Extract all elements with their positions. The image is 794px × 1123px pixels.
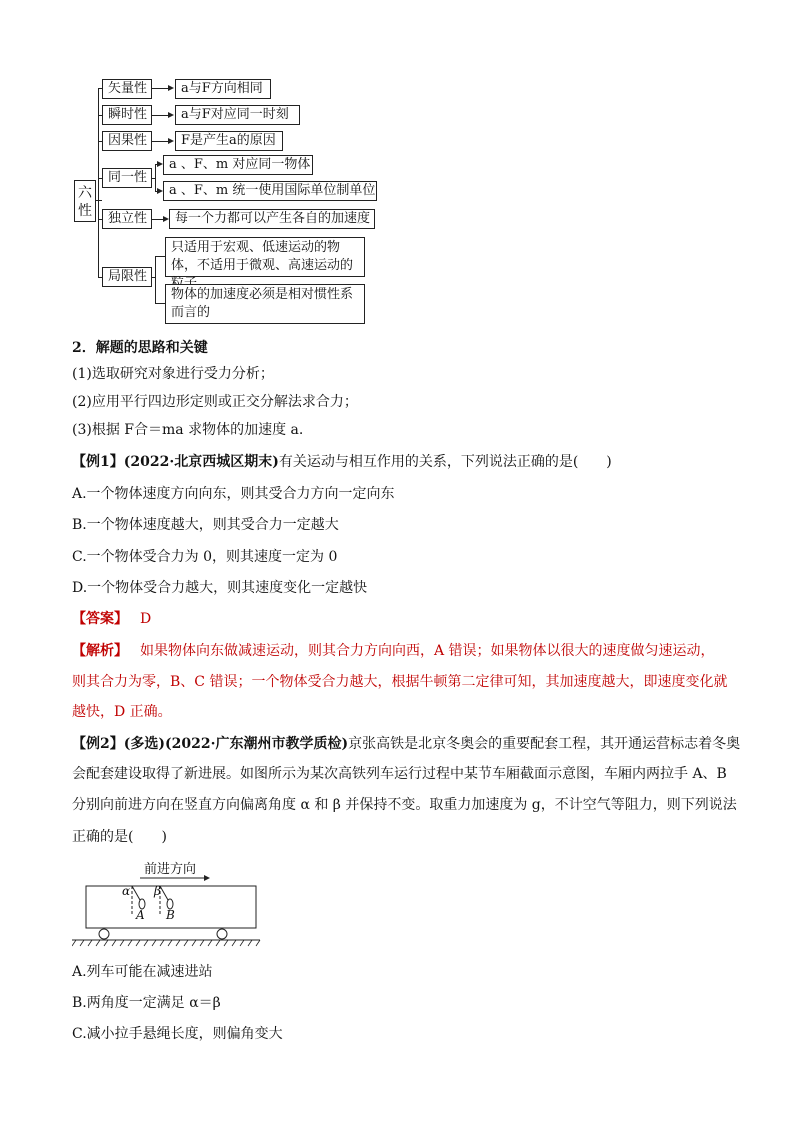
train-drawing xyxy=(72,856,272,948)
example2-line-3: 分别向前进方向在竖直方向偏离角度 α 和 β 并保持不变。取重力加速度为 g，不计空气等阻力，则下列说法 xyxy=(72,797,737,813)
example2-line-2: 会配套建设取得了新进展。如图所示为某次高铁列车运行过程中某节车厢截面示意图，车厢内两拉手 A、B xyxy=(72,766,727,782)
ex2-option-c: C.减小拉手悬绳长度，则偏角变大 xyxy=(72,1026,283,1042)
example-stem-text: 京张高铁是北京冬奥会的重要配套工程，其开通运营标志着冬奥 xyxy=(348,736,741,752)
item-text: 只适用于宏观、低速运动的物体，不适用于微观、高速运动的 xyxy=(171,240,354,273)
example-tag: 【例2】 xyxy=(72,736,124,752)
root-box xyxy=(74,180,96,222)
option-c: C.一个物体受合力为 0，则其速度一定为 0 xyxy=(72,549,338,565)
item-same-units xyxy=(163,181,377,201)
answer-tag: 【答案】 xyxy=(72,611,128,627)
b-label: B xyxy=(166,908,175,922)
item-vector xyxy=(175,79,271,99)
step-3: (3)根据 F合＝ma 求物体的加速度 a. xyxy=(72,422,304,438)
example2-line-1 xyxy=(72,734,740,754)
a-label: A xyxy=(136,908,145,922)
item-text: 每一个力都可以产生各自的加速度 xyxy=(175,211,371,226)
analysis-tag: 【解析】 xyxy=(72,643,128,659)
option-b: B.一个物体速度越大，则其受合力一定越大 xyxy=(72,517,339,533)
branch-label: 同一性 xyxy=(108,170,148,185)
root-label: 六性 xyxy=(78,185,92,219)
item-text: a与F对应同一时刻 xyxy=(181,107,289,122)
answer xyxy=(72,609,151,629)
item-text: a与F方向相同 xyxy=(181,81,263,96)
item-independent xyxy=(169,209,375,229)
item-text: F是产生a的原因 xyxy=(181,133,276,148)
branch-vector xyxy=(102,79,152,99)
ex2-option-b: B.两角度一定满足 α＝β xyxy=(72,995,221,1011)
item-text: a 、F、m 对应同一物体 xyxy=(169,157,311,172)
analysis-line-1 xyxy=(72,641,715,661)
item-limited-frame xyxy=(165,284,365,324)
item-same-object xyxy=(163,155,313,175)
item-text: 物体的加速度必须是相对惯性系而言的 xyxy=(171,287,354,320)
train-figure xyxy=(72,856,272,948)
beta-label: β xyxy=(154,884,161,898)
branch-label: 局限性 xyxy=(108,269,148,284)
branch-instant xyxy=(102,105,152,125)
item-causal xyxy=(175,131,283,151)
branch-same xyxy=(102,168,152,188)
section-title: 2．解题的思路和关键 xyxy=(72,340,208,356)
branch-label: 独立性 xyxy=(108,211,148,226)
example2-line-4: 正确的是( ) xyxy=(72,829,167,845)
branch-independent xyxy=(102,209,152,229)
branch-label: 因果性 xyxy=(108,133,148,148)
example-stem-text: 有关运动与相互作用的关系，下列说法正确的是( ) xyxy=(278,454,612,470)
option-a: A.一个物体速度方向向东，则其受合力方向一定向东 xyxy=(72,486,395,502)
direction-label: 前进方向 xyxy=(144,862,197,877)
option-d: D.一个物体受合力越大，则其速度变化一定越快 xyxy=(72,580,368,596)
step-2: (2)应用平行四边形定则或正交分解法求合力； xyxy=(72,394,358,410)
branch-label: 矢量性 xyxy=(108,81,148,96)
example1-stem xyxy=(72,452,612,472)
analysis-line-3: 越快，D 正确。 xyxy=(72,704,172,720)
example-source: (2022·广东潮州市教学质检) xyxy=(165,736,349,752)
analysis-text: 如果物体向东做减速运动，则其合力方向向西，A 错误；如果物体以很大的速度做匀速运动， xyxy=(140,643,715,659)
example-tag: 【例1】 xyxy=(72,454,124,470)
ex2-option-a: A.列车可能在减速进站 xyxy=(72,964,213,980)
branch-label: 瞬时性 xyxy=(108,107,148,122)
alpha-label: α xyxy=(122,884,131,898)
analysis-line-2: 则其合力为零，B、C 错误；一个物体受合力越大，根据牛顿第二定律可知，其加速度越大，即速度变化就 xyxy=(72,674,728,690)
example-multi: (多选) xyxy=(123,736,165,752)
branch-limited xyxy=(102,267,152,287)
item-limited-scope xyxy=(165,237,365,277)
item-instant xyxy=(175,105,300,125)
branch-causal xyxy=(102,131,152,151)
step-1: (1)选取研究对象进行受力分析； xyxy=(72,366,274,382)
example-source: (2022·北京西城区期末) xyxy=(123,454,279,470)
answer-value: D xyxy=(140,611,152,627)
item-text: a 、F、m 统一使用国际单位制单位 xyxy=(169,183,376,198)
